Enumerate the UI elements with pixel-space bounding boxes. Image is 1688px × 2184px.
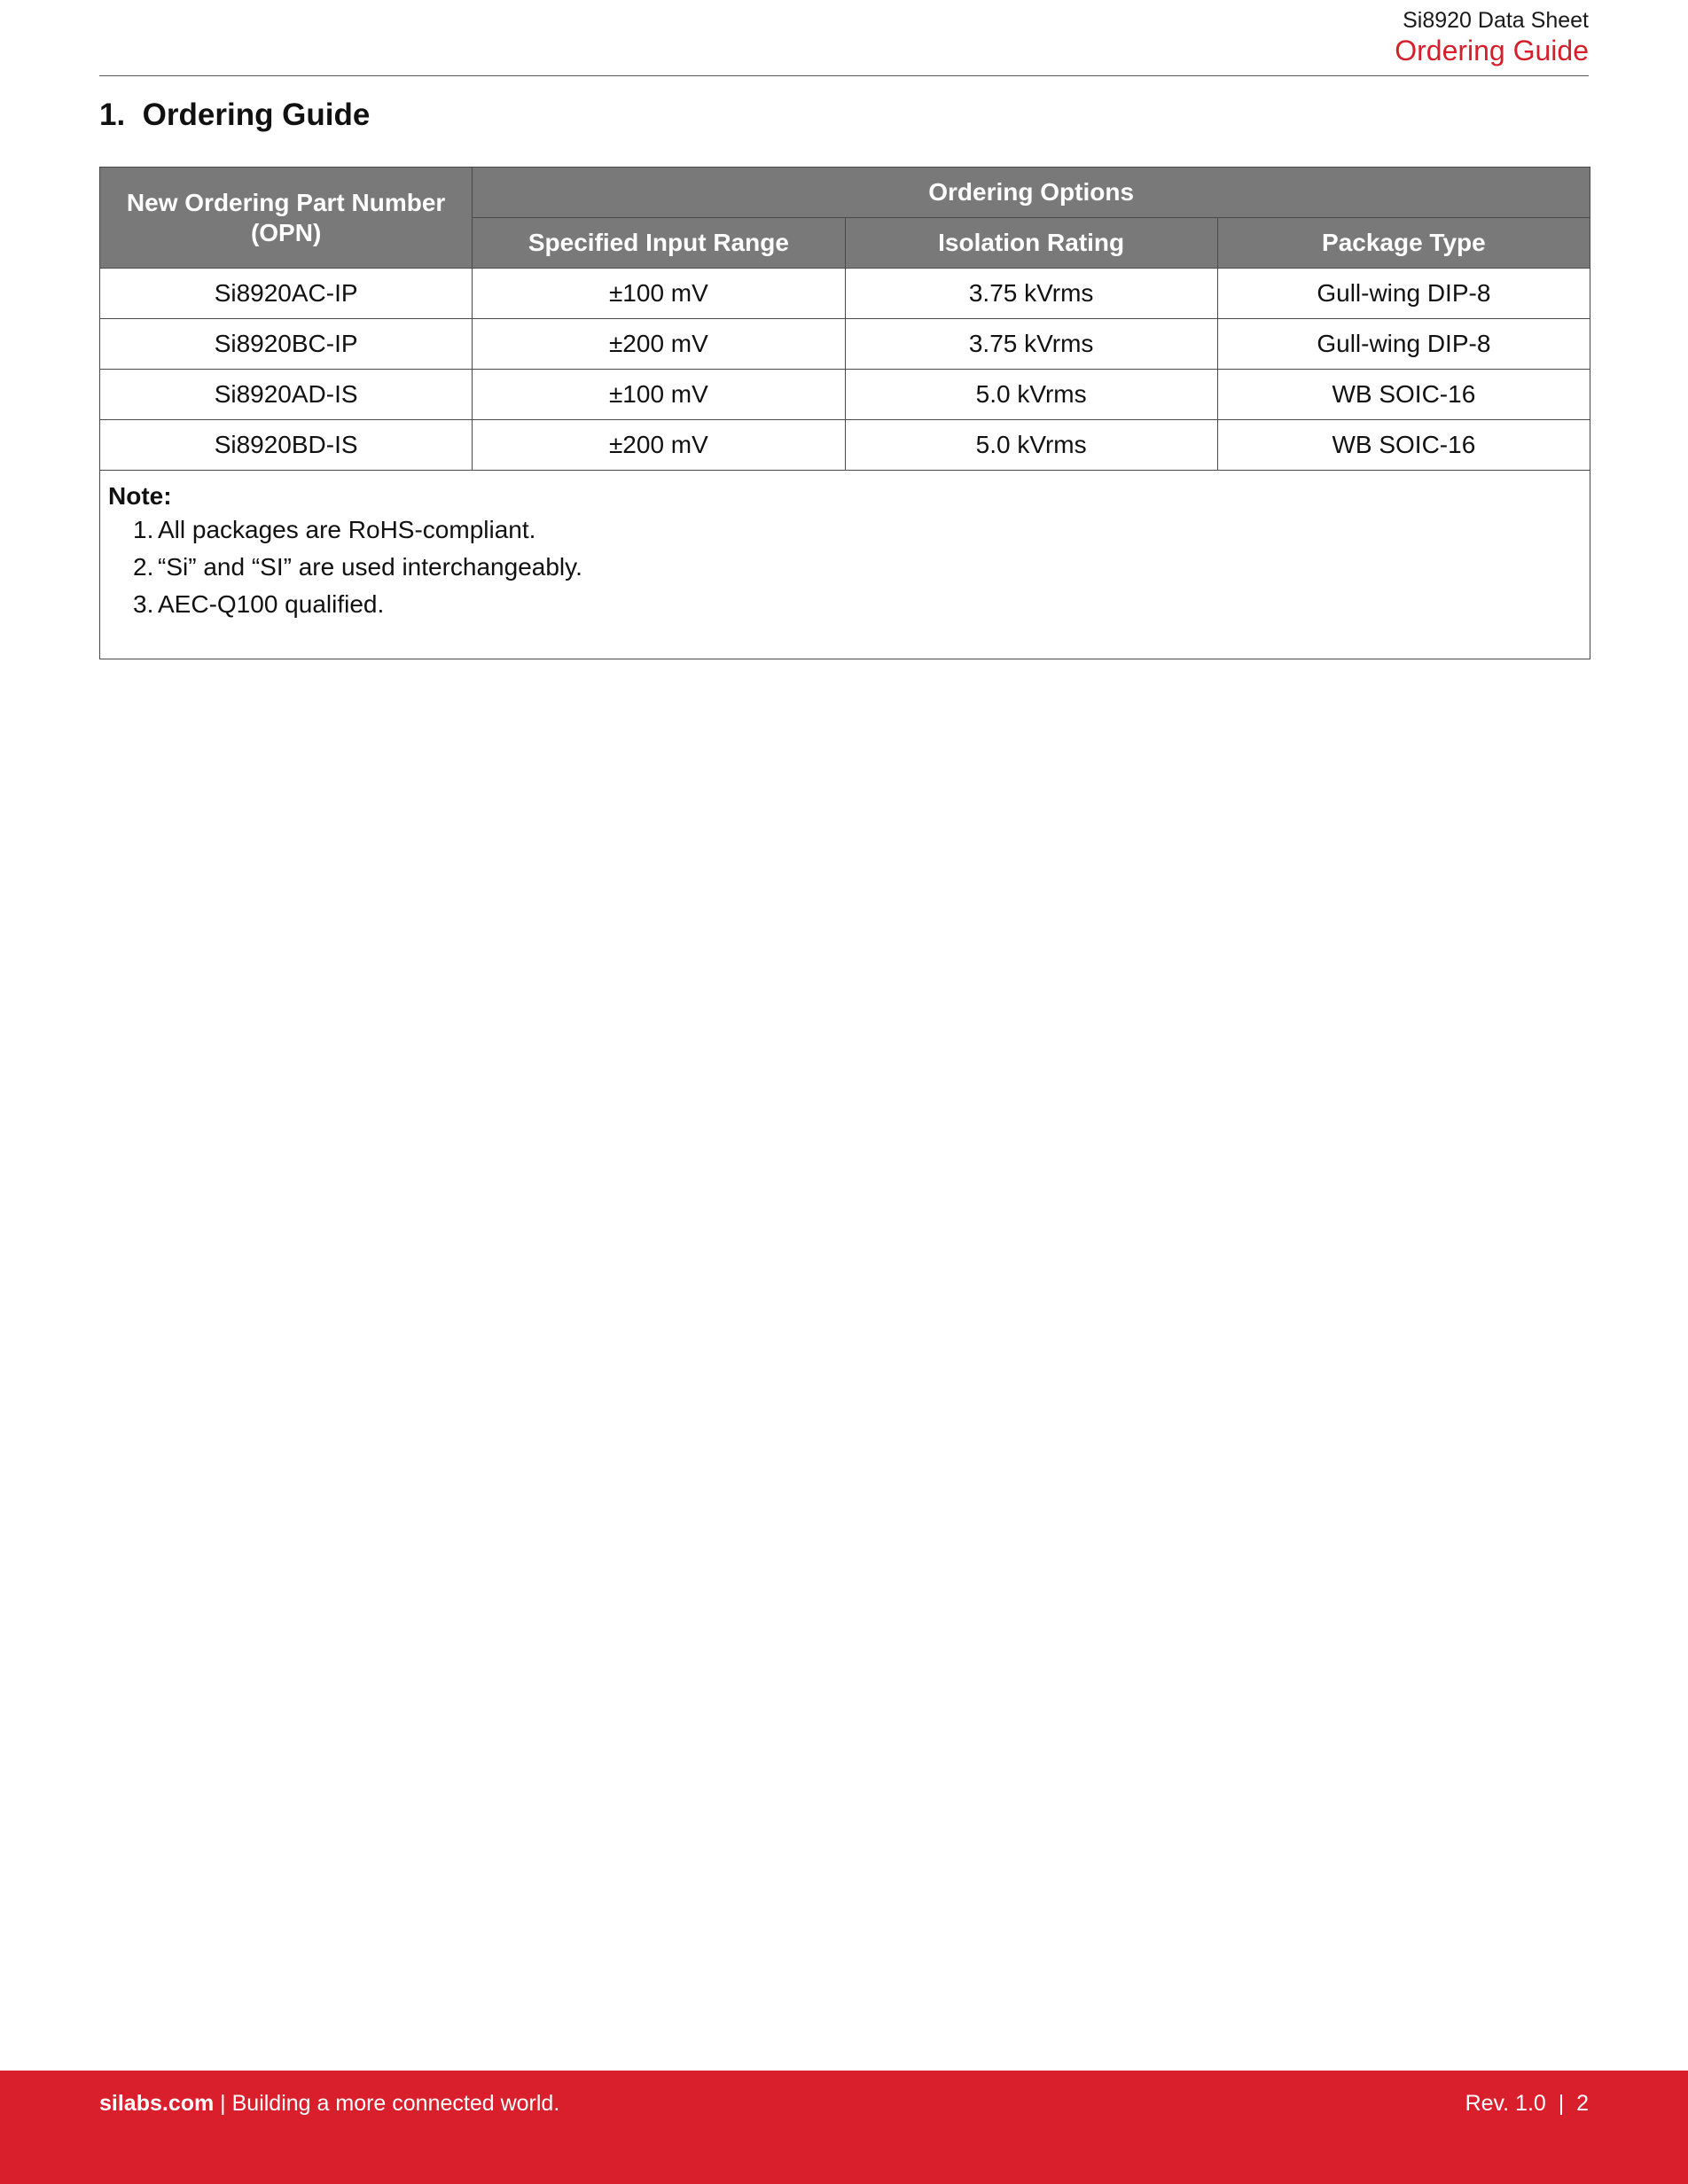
note-item [108, 586, 1582, 623]
table-row [100, 420, 1590, 471]
note-label: Note: [108, 482, 172, 510]
table-note-row [100, 471, 1590, 659]
cell-opn: Si8920AC-IP [100, 269, 473, 319]
cell-input-range: ±200 mV [473, 319, 845, 370]
header-ordering-options: Ordering Options [473, 168, 1590, 218]
note-text: AEC-Q100 qualified. [158, 590, 385, 618]
cell-opn: Si8920BC-IP [100, 319, 473, 370]
heading-title: Ordering Guide [142, 98, 371, 132]
cell-input-range: ±100 mV [473, 370, 845, 420]
table-row [100, 319, 1590, 370]
heading-number: 1. [99, 98, 126, 132]
cell-input-range: ±100 mV [473, 269, 845, 319]
table-row [100, 370, 1590, 420]
header-opn-line1: New Ordering Part Number [126, 188, 446, 216]
note-list [108, 511, 1582, 623]
header-input-range: Specified Input Range [473, 218, 845, 269]
cell-package-type: WB SOIC-16 [1217, 370, 1590, 420]
table-header-row [100, 168, 1590, 218]
note-text: All packages are RoHS-compliant. [158, 516, 536, 543]
footer-revision: Rev. 1.0 | 2 [1465, 2091, 1589, 2116]
ordering-table [99, 167, 1590, 659]
cell-isolation-rating: 5.0 kVrms [845, 370, 1217, 420]
page-footer [0, 2071, 1688, 2184]
note-text: “Si” and “SI” are used interchangeably. [158, 553, 582, 581]
header-package-type: Package Type [1217, 218, 1590, 269]
cell-package-type: WB SOIC-16 [1217, 420, 1590, 471]
cell-opn: Si8920AD-IS [100, 370, 473, 420]
page-heading [99, 96, 370, 135]
cell-input-range: ±200 mV [473, 420, 845, 471]
cell-package-type: Gull-wing DIP-8 [1217, 269, 1590, 319]
cell-opn: Si8920BD-IS [100, 420, 473, 471]
note-number: 2. [133, 553, 154, 581]
footer-left [99, 2090, 559, 2117]
cell-isolation-rating: 3.75 kVrms [845, 269, 1217, 319]
header-opn-line2: (OPN) [250, 218, 322, 246]
document-title: Si8920 Data Sheet [1403, 8, 1589, 33]
note-number: 3. [133, 590, 154, 618]
note-item [108, 511, 1582, 549]
cell-isolation-rating: 5.0 kVrms [845, 420, 1217, 471]
header-isolation-rating: Isolation Rating [845, 218, 1217, 269]
header-section-title: Ordering Guide [1395, 35, 1589, 66]
note-item [108, 549, 1582, 586]
cell-isolation-rating: 3.75 kVrms [845, 319, 1217, 370]
cell-package-type: Gull-wing DIP-8 [1217, 319, 1590, 370]
footer-tagline: | Building a more connected world. [214, 2091, 560, 2116]
header-divider [99, 75, 1589, 76]
note-cell [100, 471, 1590, 659]
header-opn [100, 168, 473, 269]
page-header [1395, 7, 1589, 67]
footer-site-link[interactable]: silabs.com [99, 2091, 215, 2116]
note-number: 1. [133, 516, 154, 543]
table-row [100, 269, 1590, 319]
